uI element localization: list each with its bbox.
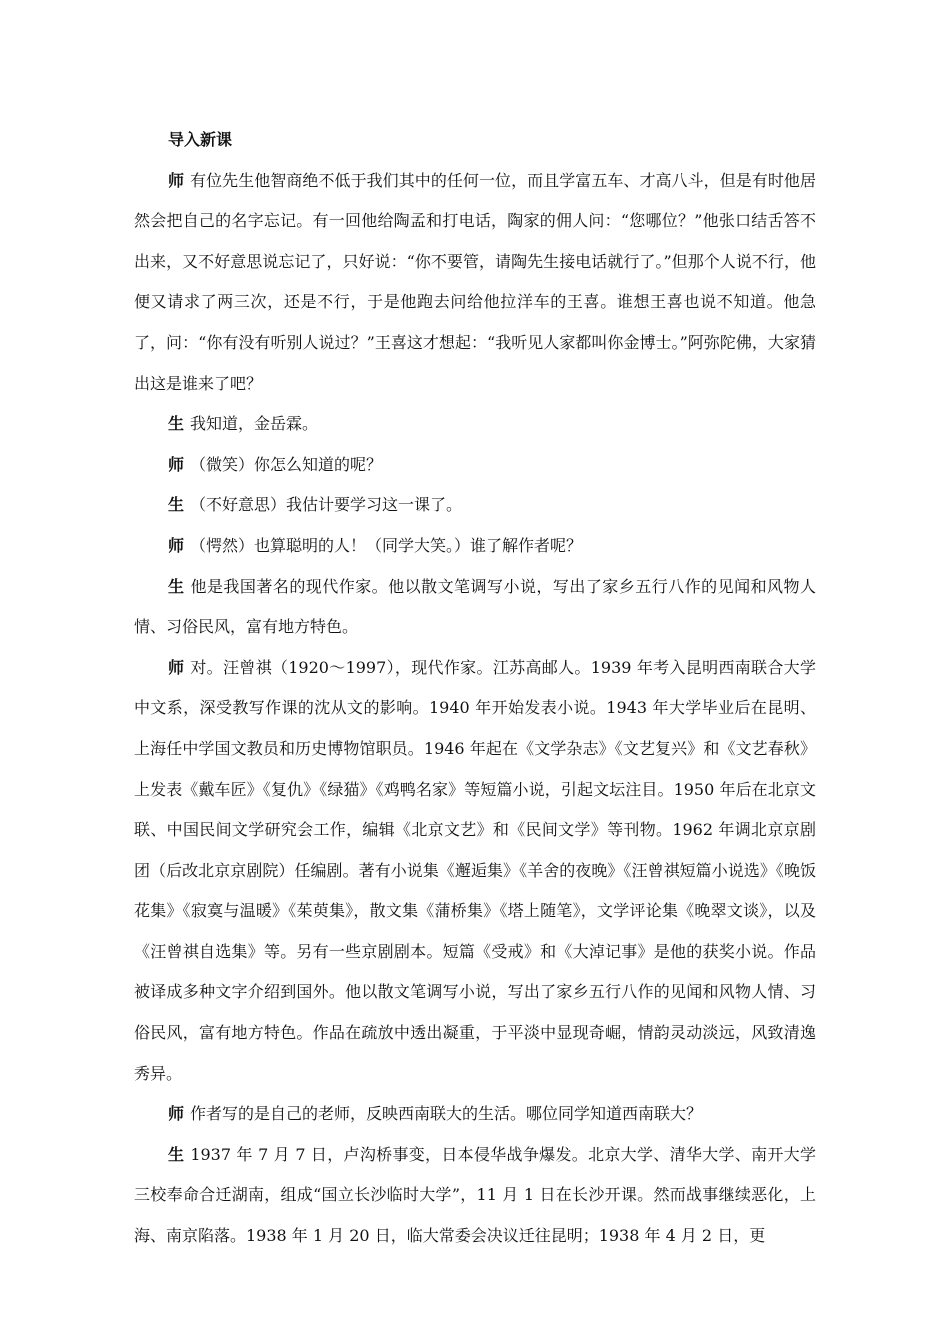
dialogue-paragraph [134,526,816,567]
dialogue-paragraph [134,161,816,405]
dialogue-paragraph [134,1094,816,1135]
speaker-label: 师 [168,657,185,677]
section-heading: 导入新课 [168,130,233,149]
document-body [134,120,816,1257]
paragraph-text: （不好意思）我估计要学习这一课了。 [190,495,463,515]
dialogue-paragraph [134,1135,816,1257]
dialogue-paragraph [134,567,816,648]
speaker-label: 生 [168,414,185,434]
paragraph-text: 有位先生他智商绝不低于我们其中的任何一位，而且学富五车、才高八斗，但是有时他居然会把自己的名字忘记。有一回他给陶孟和打电话，陶家的佣人问：“您哪位？”他张口结舌答不出来，又不好意思说忘记了，只好说：“你不要管，请陶先生接电话就行了。”但那个人说不行，他便又请求了两三次，还是不行，于是他跑去问给他拉洋车的王喜。谁想王喜也说不知道。他急了，问：“你有没有听别人说过？”王喜这才想起：“我听见人家都叫你金博士。”阿弥陀佛，大家猜出这是谁来了吧？ [134,170,816,393]
paragraph-text: 对。汪曾祺（1920～1997），现代作家。江苏高邮人。1939 年考入昆明西南联合大学中文系，深受教写作课的沈从文的影响。1940 年开始发表小说。1943 年大学毕业后在昆明、上海任中学国文教员和历史博物馆职员。1946 年起在《文学杂志》《文艺复兴》和《文艺春秋》上发表《戴车匠》《复仇》《绿猫》《鸡鸭名家》等短篇小说，引起文坛注目。1950 年后在北京文联、中国民间文学研究会工作，编辑《北京文艺》和《民间文学》等刊物。1962 年调北京京剧团（后改北京京剧院）任编剧。著有小说集《邂逅集》《羊舍的夜晚》《汪曾祺短篇小说选》《晚饭花集》《寂寞与温暖》《茱萸集》，散文集《蒲桥集》《塔上随笔》，文学评论集《晚翠文谈》，以及《汪曾祺自选集》等。另有一些京剧剧本。短篇《受戒》和《大淖记事》是他的获奖小说。作品被译成多种文字介绍到国外。他以散文笔调写小说，写出了家乡五行八作的见闻和风物人情、习俗民风，富有地方特色。作品在疏放中透出凝重，于平淡中显现奇崛，情韵灵动淡远，风致清逸秀异。 [134,657,816,1083]
speaker-label: 生 [168,495,185,515]
speaker-label: 师 [168,1104,185,1124]
paragraph-text: 他是我国著名的现代作家。他以散文笔调写小说，写出了家乡五行八作的见闻和风物人情、习俗民风，富有地方特色。 [134,576,816,637]
paragraph-text: 我知道，金岳霖。 [190,414,319,434]
dialogue-paragraph [134,485,816,526]
paragraph-text: （愕然）也算聪明的人！（同学大笑。）谁了解作者呢？ [190,535,583,555]
paragraph-text: 1937 年 7 月 7 日，卢沟桥事变，日本侵华战争爆发。北京大学、清华大学、南开大学三校奉命合迁湖南，组成“国立长沙临时大学”，11 月 1 日在长沙开课。然而战事继续恶化，上海、南京陷落。1938 年 1 月 20 日，临大常委会决议迁往昆明；1938 年 4 月 2 日，更 [134,1144,816,1246]
dialogue-paragraph [134,648,816,1095]
dialogue-paragraph [134,445,816,486]
speaker-label: 生 [168,576,185,596]
speaker-label: 生 [168,1144,185,1164]
paragraph-text: 作者写的是自己的老师，反映西南联大的生活。哪位同学知道西南联大？ [190,1104,703,1124]
paragraph-text: （微笑）你怎么知道的呢？ [190,454,383,474]
speaker-label: 师 [168,170,185,190]
speaker-label: 师 [168,535,185,555]
speaker-label: 师 [168,454,185,474]
dialogue-paragraph [134,404,816,445]
